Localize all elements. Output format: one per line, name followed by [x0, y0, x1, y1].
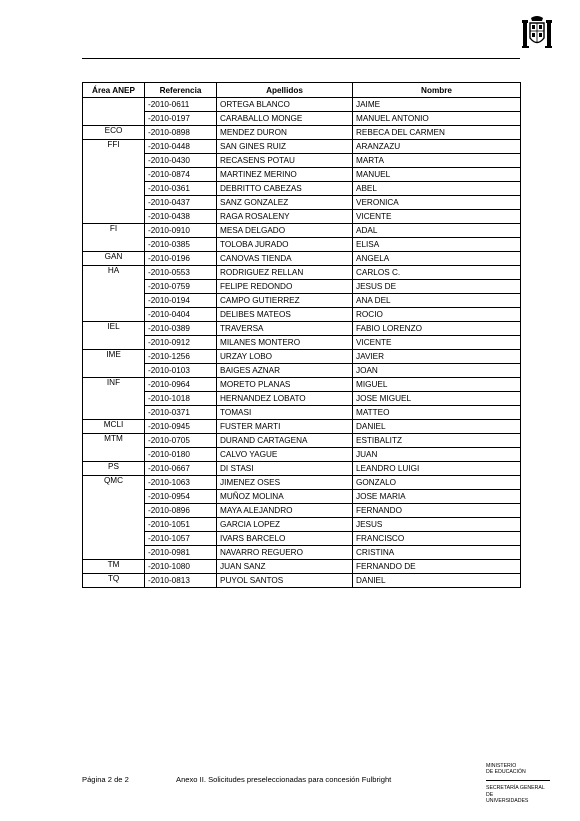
cell-nombre: MARTA: [353, 154, 521, 168]
cell-area: [83, 140, 145, 154]
cell-nombre: JESUS: [353, 518, 521, 532]
cell-area: [83, 420, 145, 434]
table-row: [83, 168, 521, 182]
cell-area: [83, 182, 145, 196]
cell-nombre: ARANZAZU: [353, 140, 521, 154]
cell-referencia: -2010-0667: [145, 462, 217, 476]
cell-nombre: CARLOS C.: [353, 266, 521, 280]
cell-nombre: JOAN: [353, 364, 521, 378]
cell-referencia: -2010-0912: [145, 336, 217, 350]
cell-area: [83, 294, 145, 308]
table-row: [83, 476, 521, 490]
cell-nombre: VERONICA: [353, 196, 521, 210]
cell-nombre: VICENTE: [353, 210, 521, 224]
cell-apellidos: BAIGES AZNAR: [217, 364, 353, 378]
table-row: [83, 448, 521, 462]
cell-apellidos: TRAVERSA: [217, 322, 353, 336]
cell-referencia: -2010-0954: [145, 490, 217, 504]
ministry-block: [486, 763, 550, 804]
cell-apellidos: JUAN SANZ: [217, 560, 353, 574]
cell-area: [83, 378, 145, 392]
cell-apellidos: PUYOL SANTOS: [217, 574, 353, 588]
cell-referencia: -2010-0197: [145, 112, 217, 126]
cell-area: [83, 224, 145, 238]
cell-referencia: -2010-0611: [145, 98, 217, 112]
cell-apellidos: IVARS BARCELO: [217, 532, 353, 546]
cell-nombre: JUAN: [353, 448, 521, 462]
cell-area: [83, 168, 145, 182]
ministry-line: DE EDUCACIÓN: [486, 769, 526, 776]
cell-referencia: -2010-0898: [145, 126, 217, 140]
cell-referencia: -2010-0448: [145, 140, 217, 154]
cell-referencia: -2010-1057: [145, 532, 217, 546]
area-label: HA: [107, 266, 120, 275]
cell-referencia: -2010-0759: [145, 280, 217, 294]
cell-nombre: JAVIER: [353, 350, 521, 364]
table-row: [83, 504, 521, 518]
area-label: MTM: [104, 434, 123, 443]
cell-apellidos: SANZ GONZALEZ: [217, 196, 353, 210]
cell-referencia: -2010-0404: [145, 308, 217, 322]
cell-apellidos: CANOVAS TIENDA: [217, 252, 353, 266]
cell-referencia: -2010-0103: [145, 364, 217, 378]
cell-nombre: DANIEL: [353, 574, 521, 588]
cell-nombre: FERNANDO: [353, 504, 521, 518]
area-label: IME: [106, 350, 121, 359]
table-row: [83, 252, 521, 266]
cell-referencia: -2010-1063: [145, 476, 217, 490]
cell-area: [83, 126, 145, 140]
cell-apellidos: DEBRITTO CABEZAS: [217, 182, 353, 196]
cell-referencia: -2010-0438: [145, 210, 217, 224]
cell-apellidos: DELIBES MATEOS: [217, 308, 353, 322]
cell-nombre: JAIME: [353, 98, 521, 112]
cell-nombre: MIGUEL: [353, 378, 521, 392]
table-row: [83, 322, 521, 336]
cell-area: [83, 574, 145, 588]
cell-apellidos: TOMASI: [217, 406, 353, 420]
area-label: IEL: [107, 322, 120, 331]
secretaria-line: SECRETARÍA GENERAL DE: [486, 785, 545, 798]
table-row: [83, 462, 521, 476]
table-row: [83, 266, 521, 280]
cell-apellidos: MAYA ALEJANDRO: [217, 504, 353, 518]
cell-nombre: FABIO LORENZO: [353, 322, 521, 336]
cell-area: [83, 476, 145, 490]
table-row: [83, 392, 521, 406]
cell-area: [83, 490, 145, 504]
annex-title: Anexo II. Solicitudes preseleccionadas para concesión Fulbright: [176, 775, 392, 784]
cell-nombre: ROCIO: [353, 308, 521, 322]
cell-apellidos: TOLOBA JURADO: [217, 238, 353, 252]
cell-apellidos: NAVARRO REGUERO: [217, 546, 353, 560]
cell-nombre: VICENTE: [353, 336, 521, 350]
table-row: [83, 350, 521, 364]
cell-apellidos: MENDEZ DURON: [217, 126, 353, 140]
cell-area: [83, 322, 145, 336]
cell-referencia: -2010-0964: [145, 378, 217, 392]
cell-area: [83, 336, 145, 350]
header-rule: [82, 58, 520, 59]
cell-nombre: CRISTINA: [353, 546, 521, 560]
table-row: [83, 126, 521, 140]
area-label: PS: [108, 462, 119, 471]
area-label: TM: [107, 560, 120, 569]
area-label: TQ: [107, 574, 120, 583]
cell-apellidos: FUSTER MARTI: [217, 420, 353, 434]
cell-nombre: GONZALO: [353, 476, 521, 490]
cell-area: [83, 196, 145, 210]
cell-referencia: -2010-0196: [145, 252, 217, 266]
column-header-referencia: Referencia: [145, 83, 217, 98]
cell-apellidos: DURAND CARTAGENA: [217, 434, 353, 448]
table-row: [83, 98, 521, 112]
table-row: [83, 308, 521, 322]
cell-referencia: -2010-0389: [145, 322, 217, 336]
cell-apellidos: CAMPO GUTIERREZ: [217, 294, 353, 308]
cell-referencia: -2010-0874: [145, 168, 217, 182]
cell-referencia: -2010-0705: [145, 434, 217, 448]
cell-referencia: -2010-0180: [145, 448, 217, 462]
table-row: [83, 336, 521, 350]
cell-nombre: DANIEL: [353, 420, 521, 434]
cell-area: [83, 252, 145, 266]
cell-area: [83, 392, 145, 406]
cell-apellidos: MESA DELGADO: [217, 224, 353, 238]
cell-nombre: ESTIBALITZ: [353, 434, 521, 448]
cell-apellidos: FELIPE REDONDO: [217, 280, 353, 294]
table-row: [83, 490, 521, 504]
area-label: FFI: [107, 140, 120, 149]
cell-referencia: -2010-0361: [145, 182, 217, 196]
table-row: [83, 182, 521, 196]
cell-area: [83, 560, 145, 574]
cell-apellidos: MARTINEZ MERINO: [217, 168, 353, 182]
table-row: [83, 406, 521, 420]
spain-coat-of-arms-icon: [522, 14, 552, 52]
cell-area: [83, 434, 145, 448]
cell-referencia: -2010-0910: [145, 224, 217, 238]
cell-referencia: -2010-0437: [145, 196, 217, 210]
ministry-line: MINISTERIO: [486, 763, 517, 769]
table-row: [83, 518, 521, 532]
ministry-divider: [486, 780, 550, 781]
cell-nombre: FRANCISCO: [353, 532, 521, 546]
secretaria-line: UNIVERSIDADES: [486, 797, 529, 804]
cell-area: [83, 308, 145, 322]
table-row: [83, 532, 521, 546]
cell-nombre: ABEL: [353, 182, 521, 196]
column-header-area: Área ANEP: [83, 83, 145, 98]
cell-apellidos: RAGA ROSALENY: [217, 210, 353, 224]
cell-area: [83, 98, 145, 112]
cell-referencia: -2010-0385: [145, 238, 217, 252]
cell-nombre: JOSE MARIA: [353, 490, 521, 504]
area-label: ECO: [104, 126, 123, 135]
table-row: [83, 210, 521, 224]
table-row: [83, 560, 521, 574]
cell-referencia: -2010-1051: [145, 518, 217, 532]
cell-area: [83, 280, 145, 294]
page-number: Página 2 de 2: [82, 775, 129, 784]
cell-nombre: MATTEO: [353, 406, 521, 420]
cell-area: [83, 546, 145, 560]
cell-referencia: -2010-0896: [145, 504, 217, 518]
cell-referencia: -2010-1018: [145, 392, 217, 406]
cell-referencia: -2010-0553: [145, 266, 217, 280]
cell-referencia: -2010-1256: [145, 350, 217, 364]
table-row: [83, 196, 521, 210]
table-row: [83, 224, 521, 238]
area-label: GAN: [104, 252, 123, 261]
cell-area: [83, 154, 145, 168]
cell-nombre: ANGELA: [353, 252, 521, 266]
cell-apellidos: GARCIA LOPEZ: [217, 518, 353, 532]
cell-area: [83, 112, 145, 126]
table-row: [83, 238, 521, 252]
cell-apellidos: CALVO YAGUE: [217, 448, 353, 462]
cell-area: [83, 406, 145, 420]
cell-referencia: -2010-0194: [145, 294, 217, 308]
cell-apellidos: MORETO PLANAS: [217, 378, 353, 392]
cell-nombre: REBECA DEL CARMEN: [353, 126, 521, 140]
cell-area: [83, 238, 145, 252]
table-row: [83, 154, 521, 168]
table-row: [83, 420, 521, 434]
table-row: [83, 140, 521, 154]
column-header-nombre: Nombre: [353, 83, 521, 98]
cell-area: [83, 504, 145, 518]
table-row: [83, 546, 521, 560]
table-row: [83, 574, 521, 588]
cell-referencia: -2010-0813: [145, 574, 217, 588]
table-row: [83, 280, 521, 294]
cell-apellidos: RODRIGUEZ RELLAN: [217, 266, 353, 280]
cell-area: [83, 210, 145, 224]
cell-apellidos: RECASENS POTAU: [217, 154, 353, 168]
cell-apellidos: HERNANDEZ LOBATO: [217, 392, 353, 406]
cell-nombre: LEANDRO LUIGI: [353, 462, 521, 476]
cell-area: [83, 266, 145, 280]
area-label: QMC: [103, 476, 124, 485]
cell-area: [83, 532, 145, 546]
cell-nombre: FERNANDO DE: [353, 560, 521, 574]
table-row: [83, 112, 521, 126]
cell-nombre: JOSE MIGUEL: [353, 392, 521, 406]
cell-nombre: ANA DEL: [353, 294, 521, 308]
cell-apellidos: DI STASI: [217, 462, 353, 476]
cell-apellidos: JIMENEZ OSES: [217, 476, 353, 490]
cell-area: [83, 364, 145, 378]
cell-area: [83, 462, 145, 476]
table-row: [83, 294, 521, 308]
cell-apellidos: SAN GINES RUIZ: [217, 140, 353, 154]
cell-nombre: MANUEL: [353, 168, 521, 182]
cell-referencia: -2010-1080: [145, 560, 217, 574]
cell-nombre: ELISA: [353, 238, 521, 252]
cell-referencia: -2010-0430: [145, 154, 217, 168]
cell-area: [83, 350, 145, 364]
applicants-table: [82, 82, 521, 588]
column-header-apellidos: Apellidos: [217, 83, 353, 98]
cell-referencia: -2010-0945: [145, 420, 217, 434]
area-label: FI: [109, 224, 118, 233]
cell-area: [83, 448, 145, 462]
cell-area: [83, 518, 145, 532]
cell-apellidos: URZAY LOBO: [217, 350, 353, 364]
cell-apellidos: MUÑOZ MOLINA: [217, 490, 353, 504]
table-row: [83, 364, 521, 378]
cell-apellidos: MILANES MONTERO: [217, 336, 353, 350]
table-row: [83, 434, 521, 448]
cell-nombre: MANUEL ANTONIO: [353, 112, 521, 126]
table-row: [83, 378, 521, 392]
cell-nombre: ADAL: [353, 224, 521, 238]
cell-referencia: -2010-0981: [145, 546, 217, 560]
cell-nombre: JESUS DE: [353, 280, 521, 294]
area-label: MCLI: [103, 420, 124, 429]
cell-apellidos: CARABALLO MONGE: [217, 112, 353, 126]
cell-referencia: -2010-0371: [145, 406, 217, 420]
cell-apellidos: ORTEGA BLANCO: [217, 98, 353, 112]
area-label: INF: [106, 378, 121, 387]
table-header-row: [83, 83, 521, 98]
